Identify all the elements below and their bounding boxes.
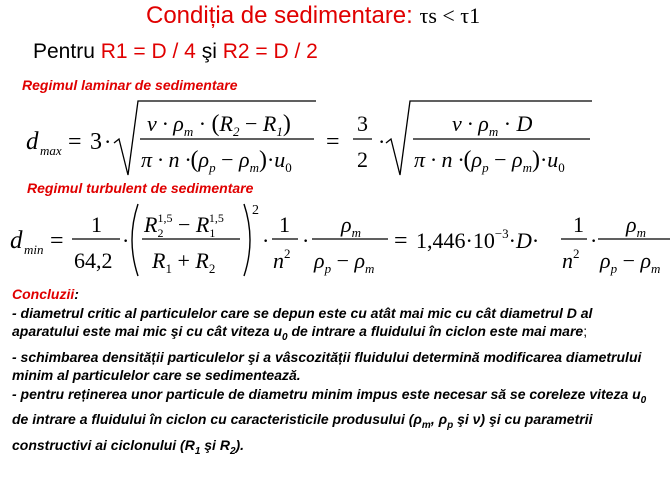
one-over-n-den: $n^2$ [273, 246, 291, 273]
inner-numerator: $R_21,5 - R_11,5$ [144, 211, 224, 240]
laminar-numerator-2: $\nu \cdot \rho_m \cdot D$ [452, 111, 533, 139]
laminar-denominator: $\pi \cdot n \cdot(\rho_p - \rho_m)\cdot u_0$ [141, 147, 292, 175]
equals-3: = [50, 228, 64, 254]
subtitle-and: şi [201, 40, 217, 63]
laminar-denominator-2: $\pi \cdot n \cdot(\rho_p - \rho_m)\cdot u_0$ [414, 147, 565, 175]
rho-m-num-2: $\rho_m$ [626, 212, 646, 240]
frac-2: 2 [357, 147, 368, 172]
laminar-heading: Regimul laminar de sedimentare [22, 77, 238, 93]
laminar-numerator: $\nu \cdot \rho_m \cdot (R_2 - R_1)$ [147, 111, 291, 139]
conclusions-heading: Concluzii: [12, 286, 79, 302]
formula-turbulent [6, 198, 670, 284]
conclusion-2: - schimbarea densității particulelor şi a vâscozității fluidului determină modificarea diametrului minim al particulelor care se sedimentează. [12, 348, 642, 384]
formula-laminar [20, 95, 620, 181]
rho-den: $\rho_p - \rho_m$ [314, 248, 375, 276]
rho-m-num: $\rho_m$ [341, 212, 361, 240]
dot-2: · [378, 129, 386, 154]
coef-den: 64,2 [74, 248, 113, 273]
dot-6: · [590, 228, 598, 253]
dot-1: · [104, 129, 112, 154]
dmax-sub: max [40, 143, 62, 158]
power-2: 2 [252, 203, 259, 218]
coef-3: 3 [90, 129, 102, 155]
equals-4: = [394, 228, 408, 254]
conclusions [12, 285, 662, 461]
subtitle-eq1: R1 = D / 4 [100, 40, 196, 63]
dmin-symbol: d [10, 227, 23, 254]
subtitle-eq2: R2 = D / 2 [222, 40, 318, 63]
turbulent-heading: Regimul turbulent de sedimentare [27, 180, 254, 196]
conclusion-1: - diametrul critic al particulelor care se depun este cu atât mai mic cu cât diametrul D al aparatului este mai mic şi cu cât viteza $u_0$ de intrare a fluidului în ciclon este mai mare; [12, 304, 593, 343]
coef-num: 1 [91, 212, 102, 237]
one-over-n-num-2: 1 [573, 212, 584, 237]
constant: $1,446\cdot 10^{-3}\cdot D\cdot$ [416, 226, 540, 253]
inner-denominator: $R_1 + R_2$ [152, 248, 216, 276]
page-title [146, 2, 480, 30]
equals-1: = [68, 129, 82, 155]
dmin-sub: min [24, 242, 44, 257]
one-over-n-num: 1 [279, 212, 290, 237]
equals-2: = [326, 129, 340, 155]
one-over-n-den-2: $n^2$ [562, 246, 580, 273]
title-condition: τs < τ1 [419, 3, 481, 28]
subtitle [33, 40, 318, 64]
paren-right [244, 204, 250, 276]
dot-4: · [262, 228, 270, 253]
subtitle-pentru: Pentru [33, 40, 95, 63]
frac-3: 3 [357, 111, 368, 136]
dmax-symbol: d [26, 128, 39, 155]
dot-5: · [302, 228, 310, 253]
paren-left [132, 204, 138, 276]
dot-3: · [122, 228, 130, 253]
rho-den-2: $\rho_p - \rho_m$ [600, 248, 661, 276]
title-text: Condiția de sedimentare: [146, 2, 413, 29]
conclusion-3: - pentru reținerea unor particule de diametru minim impus este necesar să se coreleze viteza $u_0$ de intrare a fluidului în ciclon cu caracteristicile produsului ($\rho_m$, $\rho_p$ şi ν) şi cu parametrii constructivi ai ciclonului ($R_1$ şi $R_2$). [12, 385, 647, 457]
